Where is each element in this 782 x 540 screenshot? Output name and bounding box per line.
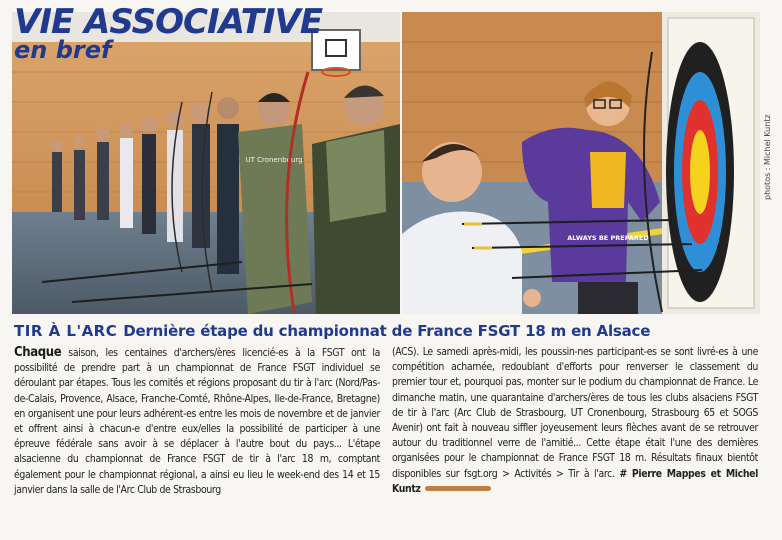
- article-kicker: TIR À L'ARC: [14, 322, 118, 340]
- end-mark: [425, 486, 491, 491]
- lead-word: Chaque: [14, 345, 62, 360]
- article-column-1: [14, 345, 380, 525]
- masthead-title: VIE ASSOCIATIVE: [14, 2, 323, 42]
- article-title: Dernière étape du championnat de France FSGT 18 m en Alsace: [123, 322, 651, 340]
- masthead-subtitle: en bref: [14, 36, 112, 64]
- ut-cronenbourg-shirt-label: UT Cronenbourg: [245, 156, 303, 164]
- photo-credit: photos : Michel Kuntz: [763, 114, 772, 200]
- always-be-prepared-shirt-label: ALWAYS BE PREPARED: [567, 234, 649, 242]
- section-masthead: [14, 2, 323, 64]
- article-body: [14, 345, 758, 525]
- young-archers-photo: [402, 12, 760, 314]
- author-signature: # Pierre Mappes et Michel Kuntz: [392, 467, 758, 495]
- column-2-text: (ACS). Le samedi après-midi, les poussin-nes participant-es se sont livré-es à une compétition acharnée, redoublant d'efforts pour renverser le classement du premier tour et, pourquoi pas, monter sur le podium du championnat de France. Le dimanche matin, une quarantaine d'archers/ères de tous les clubs alsaciens FSGT de tir à l'arc (Arc Club de Strasbourg, UT Cronenbourg, Strasbourg 65 et SOGS Avenir) ont fait à nouveau siffler joyeusement leurs flèches avant de se retrouver autour du traditionnel verre de l'amitié... Cette étape était l'une des dernières organisées pour le championnat de France FSGT 18 m. Résultats finaux bientôt disponibles sur fsgt.org > Activités > Tir à l'arc.: [392, 346, 758, 480]
- article-headline: [14, 320, 766, 342]
- column-1-text: saison, les centaines d'archers/ères licencié-es à la FSGT ont la possibilité de prendre part à un championnat de France FSGT individuel se déroulant par étapes. Tous les comités et régions proposant du tir à l'arc (Nord/Pas-de-Calais, Provence, Alsace, Franche-Comté, Rhône-Alpes, Ile-de-France, Bretagne) en organisent une pour leurs adhérent-es entre les mois de novembre et de janvier et offrent ainsi à chacun-e d'entre eux/elles la possibilité de participer à une épreuve fédérale sans avoir à se déplacer à l'autre bout du pays... L'étape alsacienne du championnat de France FSGT de tir à l'arc 18 m, comptant également pour le championnat régional, a ainsi eu lieu le week-end des 14 et 15 janvier dans la salle de l'Arc Club de Strasbourg: [14, 347, 380, 496]
- article-column-2: [392, 345, 758, 525]
